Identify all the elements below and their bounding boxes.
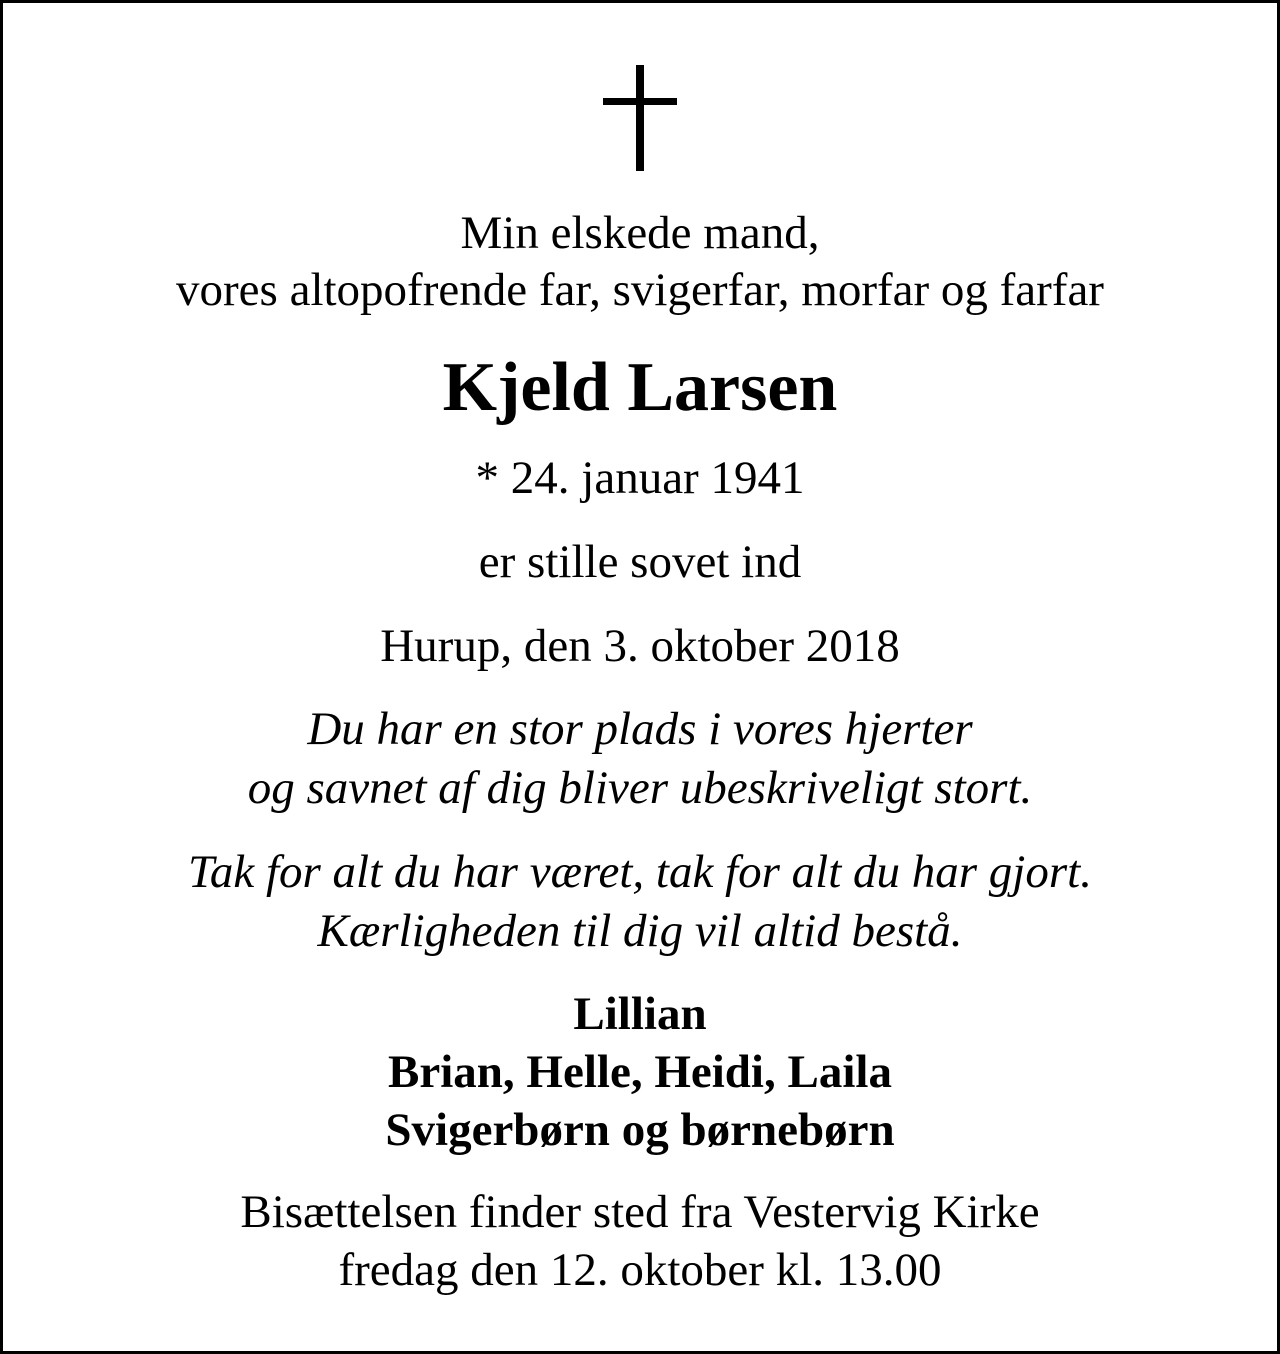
family-line-2: Brian, Helle, Heidi, Laila: [388, 1046, 892, 1098]
cross-icon: [603, 65, 677, 171]
verse-2-line-2: Kærligheden til dig vil altid bestå.: [317, 905, 963, 957]
passing-text: er stille sovet ind: [478, 536, 802, 588]
family-line-3: Svigerbørn og børnebørn: [385, 1104, 895, 1156]
deceased-name: Kjeld Larsen: [442, 349, 838, 426]
birth-date: * 24. januar 1941: [475, 452, 805, 504]
place-and-date: Hurup, den 3. oktober 2018: [380, 620, 900, 672]
funeral-line-2: fredag den 12. oktober kl. 13.00: [338, 1244, 942, 1296]
verse-1-line-2: og savnet af dig bliver ubeskriveligt stort.: [247, 762, 1033, 814]
intro-line-1: Min elskede mand,: [460, 207, 820, 259]
verse-2-line-1: Tak for alt du har været, tak for alt du har gjort.: [188, 846, 1092, 898]
verse-1-line-1: Du har en stor plads i vores hjerter: [307, 703, 973, 755]
cross-symbol: [3, 65, 1277, 171]
family-line-1: Lillian: [573, 988, 707, 1040]
intro-line-2: vores altopofrende far, svigerfar, morfar og farfar: [176, 264, 1104, 316]
funeral-line-1: Bisættelsen finder sted fra Vestervig Kirke: [240, 1186, 1040, 1238]
